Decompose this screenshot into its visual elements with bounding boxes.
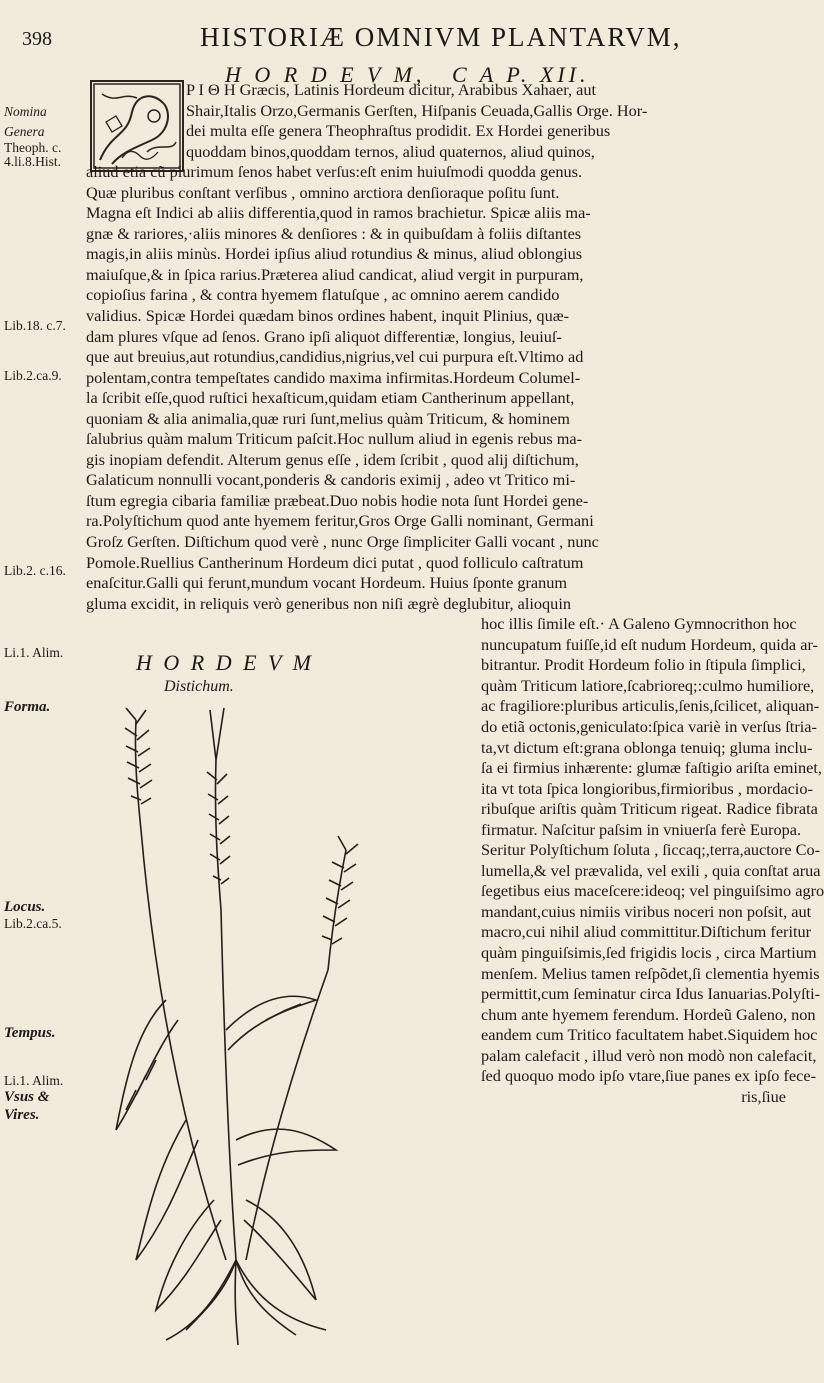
margin-note-nomina: Nomina [4,104,47,119]
text-line: ra.Polyſtichum quod ante hyemem feritur,Gros Orge Galli nominant, Germani [86,511,594,531]
text-line: quoddam binos,quoddam ternos, aliud quaternos, aliud quinos, [186,141,595,161]
text-line: ſtum egregia cibaria familiæ præbeat.Duo nobis hodie nota ſunt Hordei gene- [86,490,589,510]
text-line: nuncupatum fuiſſe,id eſt nudum Hordeum, quida ar- [481,634,818,654]
text-line: ſegetibus eius maceſcere:ideoq; vel pinguiſsimo agro [481,881,824,901]
text-line: Groſz Gerſten. Diſtichum quod verè , nunc Orge ſimpliciter Galli vocant , nunc [86,532,599,552]
text-line: mandant,cuius nimiis viribus noceri non poſsit, aut [481,901,812,921]
text-line: Magna eſt Indici ab aliis differentia,quod in ramos brachietur. Spicæ aliis ma- [86,203,591,223]
text-line: firmatur. Naſcitur paſsim in vniuerſa ferè Europa. [481,819,802,839]
text-line: ita vt tota ſpica longioribus,firmioribus , mordacio- [481,778,813,798]
text-line: dei multa eſſe genera Theophraſtus prodidit. Ex Hordei generibus [186,121,611,141]
text-line: gis inopiam defendit. Alterum genus eſſe , idem ſcribit , quod alij diſtichum, [86,449,579,469]
text-line: quoniam & alia animalia,quæ ruri ſunt,melius quàm Triticum, & hominem [86,408,570,428]
text-line: aliud etia cũ plurimum ſenos habet verſus:eſt enim huiuſmodi quodda genus. [86,162,583,182]
text-line: hoc illis ſimile eſt.· A Galeno Gymnocrithon hoc [481,614,797,634]
chapter-number: C A P. XII. [452,62,590,87]
text-line: macro,cui nihil aliud committitur.Diſtichum feritur [481,922,812,942]
margin-note-galen-ref-2: Li.1. Alim. [4,1073,64,1088]
text-line: eandem cum Tritico facultatem habet.Siquidem hoc [481,1025,818,1045]
text-line: copioſius farina , & contra hyemem flatuſque , ac omnino aerem candido [86,285,560,305]
text-line: Pomole.Ruellius Cantherinum Hordeum dici putat , quod folliculo caſtratum [86,552,584,572]
barley-woodcut-figure [96,700,396,1350]
text-line: quàm Triticum latiore,ſcabrioreq;:culmo humiliore, [481,675,815,695]
text-line: bitrantur. Prodit Hordeum folio in ſtipula ſimplici, [481,655,806,675]
text-line: palam calefacit , illud verò non modò non calefacit, [481,1045,817,1065]
text-line: que aut breuius,aut rotundius,candidius,nigrius,vel cui purpura eſt.Vltimo ad [86,347,584,367]
text-line: polentam,contra tempeſtates candido maxima infirmitas.Hordeum Columel- [86,367,581,387]
text-line: do etiã octonis,geniculato:ſpica variè in verſus ſtria- [481,716,817,736]
chapter-plant-name: H O R D E V M, [225,62,426,87]
margin-note-vsus: Vsus & [4,1089,50,1105]
text-line: chum ante hyemem ferendum. Hordeũ Galeno, non [481,1004,816,1024]
text-line: Shair,Italis Orzo,Germanis Gerſten, Hiſpanis Ceuada,Gallis Orge. Hor- [186,100,648,120]
text-line: ris,ſiue [741,1086,786,1106]
figure-caption: Distichum. [164,678,234,695]
text-line: gluma excidit, in reliquis verò generibus non niſi ægrè deglubitur, alioquin [86,593,571,613]
text-line: maiuſque,& in ſpica rarius.Præterea aliud candicat, aliud vergit in purpuram, [86,264,584,284]
text-line: la ſcribit eſſe,quod ruſtici hexaſticum,quidam etiam Cantherinum appellant, [86,388,575,408]
text-line: lumella,& vel prævalida, vel exili , quia conſtat arua [481,860,821,880]
text-line: validius. Spicæ Hordei quædam binos ordines habent, inquit Plinius, quæ- [86,306,569,326]
running-head: HISTORIÆ OMNIVM PLANTARVM, [200,22,682,52]
text-line: ſed quoquo modo ipſo vtare,ſiue panes ex ipſo fece- [481,1066,817,1086]
margin-note-genera: Genera [4,124,45,139]
margin-note-theophrastus-ref: Theoph. c. [4,140,62,155]
barley-plant-icon [96,700,396,1350]
text-line: Quæ pluribus conſtant verſibus , omnino arctiora denſioraque poſitu ſunt. [86,182,560,202]
margin-note-galen-ref: Li.1. Alim. [4,645,64,660]
margin-note-vires: Vires. [4,1107,40,1123]
text-line: magis,in aliis minùs. Hordei ipſius aliud rotundius & minus, aliud oblongius [86,244,583,264]
figure-title: H O R D E V M [136,650,314,675]
page-number: 398 [22,28,52,50]
margin-note-theophrastus-ref-2: 4.li.8.Hist. [4,154,62,169]
text-line: enaſcitur.Galli qui ferunt,mundum vocant Hordeum. Huius ſponte granum [86,573,568,593]
text-line: ſalubrius quàm malum Triticum paſcit.Hoc nullum aliud in egenis rebus ma- [86,429,583,449]
margin-note-columella-ref: Lib.2.ca.9. [4,368,62,383]
text-line: ribuſque ariſtis quàm Triticum rigeat. Radice fibrata [481,799,818,819]
margin-note-forma: Forma. [4,699,51,715]
text-line: menſem. Melius tamen reſpõdet,ſi clementia hyemis [481,963,820,983]
margin-note-pliny-ref: Lib.18. c.7. [4,318,66,333]
text-line: ac fragiliore:pluribus articulis,ſenis,ſcilicet, aliquan- [481,696,820,716]
text-line: P I Θ H Græcis, Latinis Hordeum dicitur, Arabibus Xahaer, aut [186,80,597,99]
text-line: ſa ei firmius inhærente: glumæ faſtigio ariſta eminet, [481,758,822,778]
text-line: gnæ & rariores,·aliis minores & denſiores : & in quibuſdam à foliis diſtantes [86,223,582,243]
margin-note-columella-ref-2: Lib.2.ca.5. [4,916,62,931]
margin-note-ruellius-ref: Lib.2. c.16. [4,563,66,578]
text-line: dam plures vſque ad ſenos. Grano ipſi aliquot differentiæ, longius, leuiuſ- [86,326,562,346]
text-line: Galaticum nonnulli vocant,ponderis & candoris eximij , adeo vt Tritico mi- [86,470,576,490]
text-line: quàm pinguiſsimis,ſed frigidis locis , circa Martium [481,942,817,962]
text-line: Seritur Polyſtichum ſoluta , ſiccaq;,terra,auctore Co- [481,840,821,860]
text-line: permittit,cum ſeminatur circa Idus Ianuarias.Polyſti- [481,984,821,1004]
margin-note-tempus: Tempus. [4,1025,56,1041]
text-line: ta,vt dictum eſt:grana oblonga tenuiq; gluma inclu- [481,737,813,757]
margin-note-locus: Locus. [4,899,46,915]
